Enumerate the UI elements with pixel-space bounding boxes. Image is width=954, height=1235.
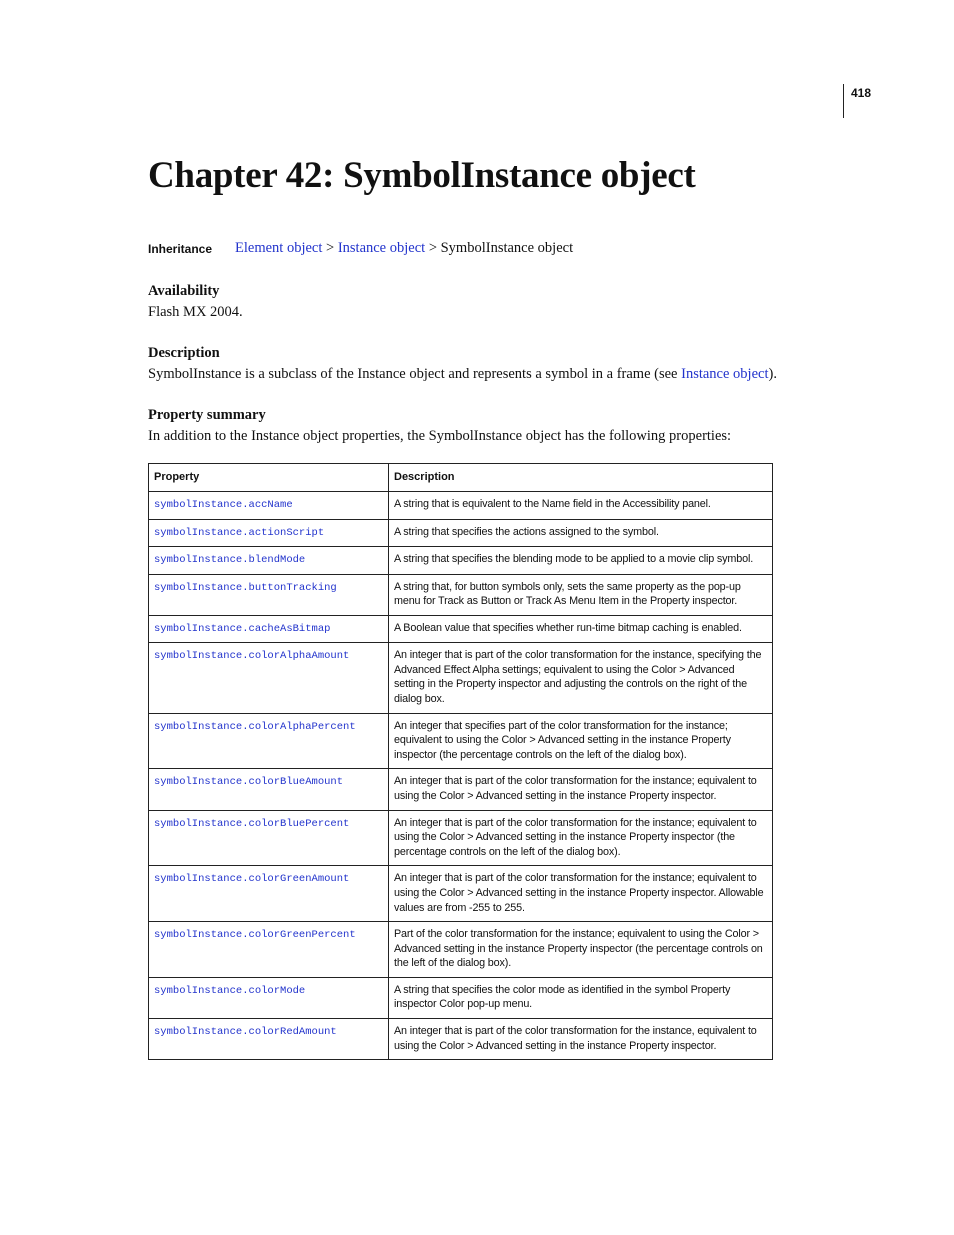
property-summary-body: In addition to the Instance object properties, the SymbolInstance object has the following properties: bbox=[148, 428, 732, 444]
table-row bbox=[149, 643, 773, 713]
property-link[interactable]: symbolInstance.buttonTracking bbox=[149, 574, 389, 615]
element-object-link[interactable]: Element object bbox=[235, 240, 323, 256]
table-row bbox=[149, 492, 773, 520]
description-section bbox=[148, 343, 788, 385]
property-description: Part of the color transformation for the instance; equivalent to using the Color > Advanced setting in the instance Property inspector (the percentage controls on the left of the dialog box). bbox=[389, 922, 773, 978]
description-instance-object-link[interactable]: Instance object bbox=[681, 366, 769, 382]
table-row bbox=[149, 519, 773, 547]
property-link[interactable]: symbolInstance.colorAlphaPercent bbox=[149, 713, 389, 769]
page-number-rule bbox=[843, 84, 844, 118]
property-link[interactable]: symbolInstance.colorGreenPercent bbox=[149, 922, 389, 978]
table-row bbox=[149, 547, 773, 575]
property-link[interactable]: symbolInstance.colorGreenAmount bbox=[149, 866, 389, 922]
property-link[interactable]: symbolInstance.colorBluePercent bbox=[149, 810, 389, 866]
property-link[interactable]: symbolInstance.cacheAsBitmap bbox=[149, 615, 389, 643]
property-description: An integer that is part of the color transformation for the instance; equivalent to using the Color > Advanced setting in the instance Property inspector. bbox=[389, 769, 773, 810]
description-heading: Description bbox=[148, 345, 220, 361]
inheritance-row bbox=[148, 240, 848, 260]
property-link[interactable]: symbolInstance.blendMode bbox=[149, 547, 389, 575]
inheritance-current: > SymbolInstance object bbox=[425, 240, 574, 256]
property-link[interactable]: symbolInstance.accName bbox=[149, 492, 389, 520]
page-number: 418 bbox=[851, 86, 872, 100]
property-description: An integer that is part of the color transformation for the instance, specifying the Advanced Effect Alpha settings; equivalent to using the Color > Advanced setting in the Property inspector and adjusting the controls on the right of the dialog box. bbox=[389, 643, 773, 713]
property-table bbox=[148, 463, 773, 1060]
instance-object-link[interactable]: Instance object bbox=[337, 240, 426, 256]
description-text: SymbolInstance is a subclass of the Instance object and represents a symbol in a frame (see bbox=[148, 366, 682, 382]
property-description: A string that, for button symbols only, sets the same property as the pop-up menu for Track as Button or Track As Menu Item in the Property inspector. bbox=[389, 574, 773, 615]
property-description: A string that specifies the blending mode to be applied to a movie clip symbol. bbox=[389, 547, 773, 575]
property-description: A string that specifies the actions assigned to the symbol. bbox=[389, 519, 773, 547]
property-link[interactable]: symbolInstance.colorRedAmount bbox=[149, 1019, 389, 1060]
table-row bbox=[149, 574, 773, 615]
property-description: An integer that specifies part of the color transformation for the instance; equivalent to using the Color > Advanced setting in the instance Property inspector (the percentage controls on the left of the dialog box). bbox=[389, 713, 773, 769]
property-description: An integer that is part of the color transformation for the instance; equivalent to using the Color > Advanced setting in the instance Property inspector. Allowable values are from -255 to 255. bbox=[389, 866, 773, 922]
table-row bbox=[149, 866, 773, 922]
property-description: A Boolean value that specifies whether run-time bitmap caching is enabled. bbox=[389, 615, 773, 643]
property-link[interactable]: symbolInstance.colorAlphaAmount bbox=[149, 643, 389, 713]
property-summary-section bbox=[148, 405, 788, 447]
property-link[interactable]: symbolInstance.colorBlueAmount bbox=[149, 769, 389, 810]
table-row bbox=[149, 1019, 773, 1060]
table-header-row bbox=[149, 464, 773, 492]
column-header-property: Property bbox=[149, 464, 389, 492]
inheritance-chain bbox=[235, 240, 573, 257]
chapter-title: Chapter 42: SymbolInstance object bbox=[148, 155, 696, 196]
table-row bbox=[149, 713, 773, 769]
availability-heading: Availability bbox=[148, 283, 220, 299]
table-row bbox=[149, 922, 773, 978]
table-row bbox=[149, 615, 773, 643]
description-body bbox=[148, 363, 788, 385]
inheritance-label: Inheritance bbox=[148, 242, 213, 256]
table-row bbox=[149, 810, 773, 866]
inheritance-separator: > bbox=[322, 240, 338, 256]
availability-body: Flash MX 2004. bbox=[148, 304, 243, 320]
property-link[interactable]: symbolInstance.actionScript bbox=[149, 519, 389, 547]
property-description: A string that specifies the color mode as identified in the symbol Property inspector Color pop-up menu. bbox=[389, 977, 773, 1018]
property-summary-heading: Property summary bbox=[148, 407, 266, 423]
property-link[interactable]: symbolInstance.colorMode bbox=[149, 977, 389, 1018]
description-text-end: ). bbox=[768, 366, 777, 382]
property-description: A string that is equivalent to the Name field in the Accessibility panel. bbox=[389, 492, 773, 520]
column-header-description: Description bbox=[389, 464, 773, 492]
table-row bbox=[149, 977, 773, 1018]
availability-section bbox=[148, 281, 788, 323]
property-description: An integer that is part of the color transformation for the instance, equivalent to using the Color > Advanced setting in the instance Property inspector. bbox=[389, 1019, 773, 1060]
table-row bbox=[149, 769, 773, 810]
property-description: An integer that is part of the color transformation for the instance; equivalent to using the Color > Advanced setting in the instance Property inspector (the percentage controls on the left of the dialog box). bbox=[389, 810, 773, 866]
